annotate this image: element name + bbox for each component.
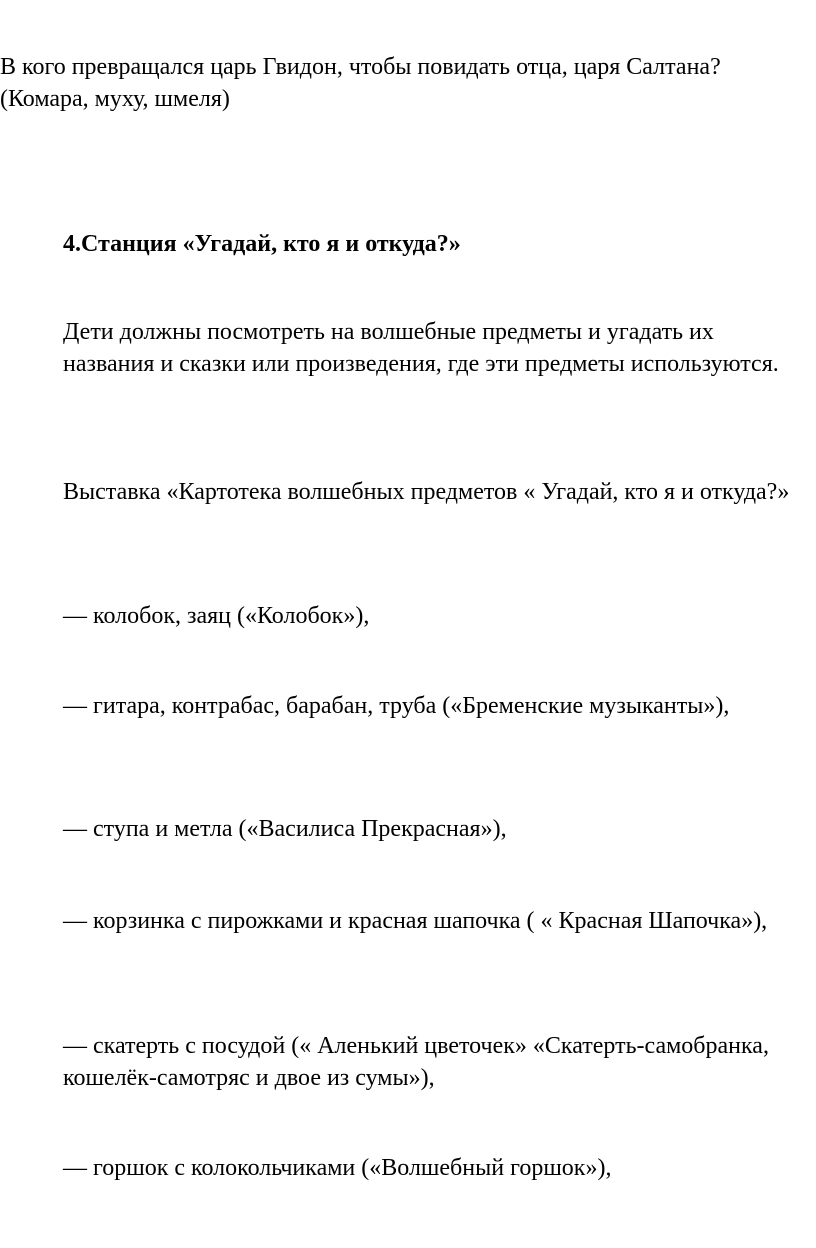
list-item: — скатерть с посудой (« Аленький цветочек» «Скатерть-самобранка, кошелёк-самотряс и двое из сумы»), <box>63 1033 769 1091</box>
list-item: — колобок, заяц («Колобок»), <box>63 603 370 629</box>
instruction-paragraph: Дети должны посмотреть на волшебные предметы и угадать их названия и сказки или произведения, где эти предметы используются. <box>63 319 779 377</box>
list-item: — горшок с колокольчиками («Волшебный горшок»), <box>63 1155 612 1181</box>
station-heading: 4.Станция «Угадай, кто я и откуда?» <box>63 231 461 257</box>
list-item: — гитара, контрабас, барабан, труба («Бременские музыканты»), <box>63 693 730 719</box>
list-item: — ступа и метла («Василиса Прекрасная»), <box>63 816 507 842</box>
list-item: — корзинка с пирожками и красная шапочка ( « Красная Шапочка»), <box>63 908 768 934</box>
intro-question: В кого превращался царь Гвидон, чтобы повидать отца, царя Салтана? (Комара, муху, шмеля) <box>0 54 721 112</box>
exhibition-paragraph: Выставка «Картотека волшебных предметов « Угадай, кто я и откуда?» <box>63 479 790 505</box>
